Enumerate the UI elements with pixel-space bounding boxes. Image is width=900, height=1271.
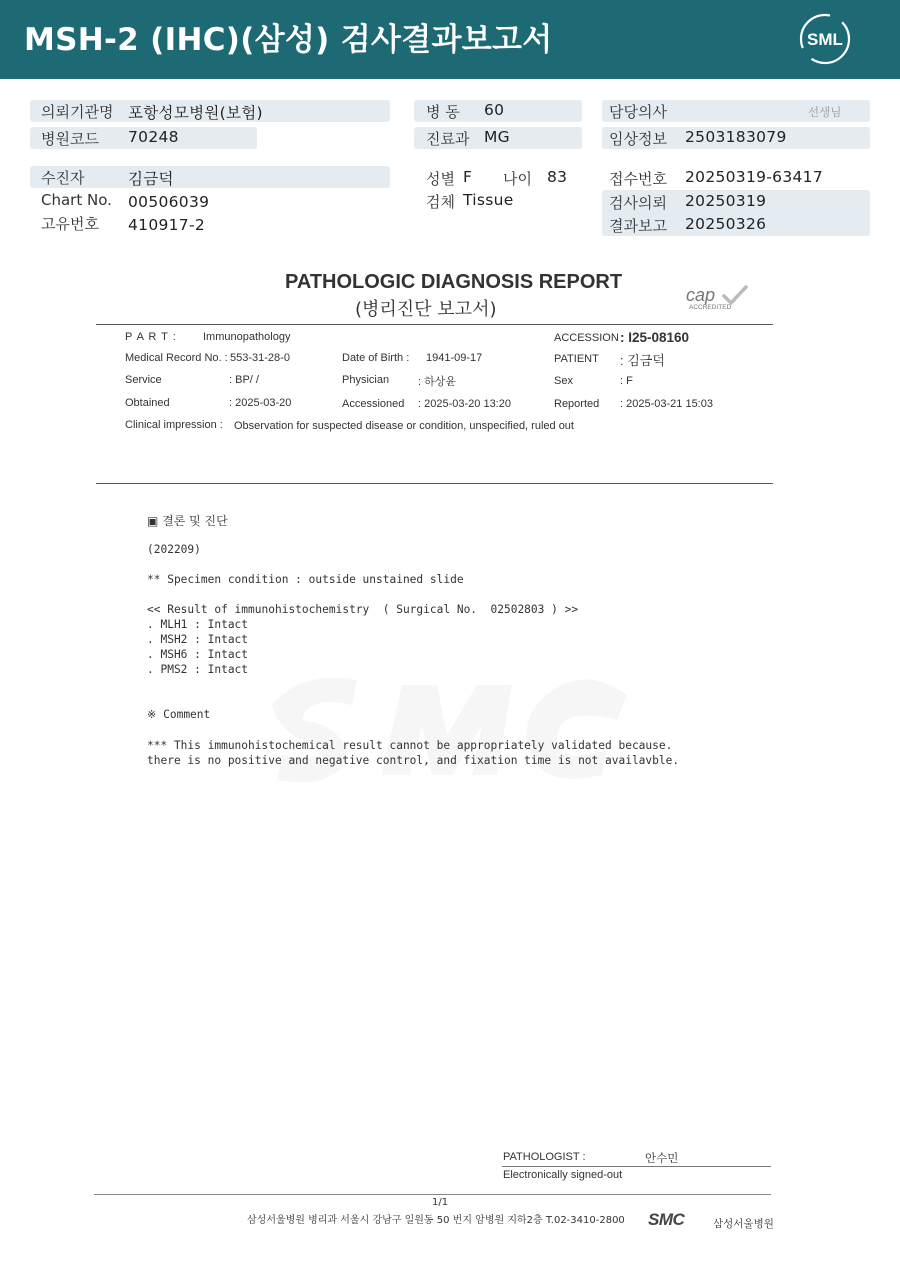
footer-rule [94, 1194, 771, 1195]
report-patient-name: 김금덕 [627, 353, 665, 368]
specimen-label: 검체 [426, 193, 455, 211]
report-patient-label: PATIENT [554, 353, 599, 365]
institution-value: 포항성모병원(보험) [128, 104, 263, 122]
physician-value: : 하상윤 [418, 376, 457, 388]
report-title-en: PATHOLOGIC DIAGNOSIS REPORT [285, 271, 623, 293]
result-pms2: . PMS2 : Intact [147, 663, 249, 676]
hospital-code-value: 70248 [128, 128, 179, 146]
part-label: P A R T : [125, 331, 177, 343]
section-title: ▣ 결론 및 진단 [147, 514, 228, 528]
footer-address: 삼성서울병원 병리과 서울시 강남구 일원동 50 번지 암병원 지하2층 T.02-3410-2800 [247, 1215, 625, 1226]
obtained-value: : 2025-03-20 [229, 397, 292, 409]
diagnosis-code: (202209) [147, 543, 201, 556]
sml-logo [798, 12, 852, 66]
request-label: 검사의뢰 [609, 194, 667, 212]
signed-out: Electronically signed-out [503, 1169, 623, 1181]
pathologist-name: 안수민 [645, 1153, 679, 1165]
patient-label: 수진자 [41, 169, 85, 187]
sex-label: 성별 [426, 170, 455, 188]
page-title: MSH-2 (IHC)(삼성) 검사결과보고서 [24, 22, 553, 58]
department-label: 진료과 [426, 130, 470, 148]
reported-date: 2025-03-21 15:03 [626, 398, 713, 410]
signature-rule [502, 1166, 771, 1167]
accessioned-label: Accessioned [342, 398, 405, 410]
ward-value: 60 [484, 101, 505, 119]
specimen-value: Tissue [463, 191, 514, 209]
receipt-value: 20250319-63417 [685, 168, 823, 186]
hospital-code-label: 병원코드 [41, 130, 99, 148]
mrn-value: 553-31-28-0 [230, 352, 290, 364]
result-msh2: . MSH2 : Intact [147, 633, 249, 646]
mrn-label: Medical Record No. : [125, 352, 228, 364]
report-sex-value: : F [620, 375, 633, 387]
institution-label: 의뢰기관명 [41, 103, 114, 121]
sml-logo-text: SML [807, 30, 843, 49]
footer-hospital-name: 삼성서울병원 [713, 1218, 774, 1230]
department-value: MG [484, 128, 510, 146]
result-msh6: . MSH6 : Intact [147, 648, 249, 661]
request-value: 20250319 [685, 192, 767, 210]
chart-label: Chart No. [41, 191, 112, 209]
clinical-impression-label: Clinical impression : [125, 419, 223, 431]
physician-label: Physician [342, 374, 390, 386]
result-mlh1: . MLH1 : Intact [147, 618, 249, 631]
clinical-impression-value: Observation for suspected disease or condition, unspecified, ruled out [234, 420, 574, 432]
reported-value: : 2025-03-21 15:03 [620, 398, 713, 410]
accessioned-date: 2025-03-20 13:20 [424, 398, 511, 410]
clinical-info-label: 임상정보 [609, 130, 667, 148]
ward-label: 병 동 [426, 103, 460, 121]
report-mid-rule [96, 483, 773, 484]
service-label: Service [125, 374, 162, 386]
specimen-condition: ** Specimen condition : outside unstained slide [147, 573, 464, 586]
report-patient-value: : 김금덕 [620, 353, 665, 368]
accession-label: ACCESSION [554, 332, 619, 344]
comment-line-2: there is no positive and negative control, and fixation time is not availavble. [147, 754, 680, 767]
unique-value: 410917-2 [128, 216, 206, 234]
report-title-ko: (병리진단 보고서) [355, 299, 497, 320]
report-sex-label: Sex [554, 375, 573, 387]
service-value: : BP/ / [229, 374, 259, 386]
obtained-label: Obtained [125, 397, 170, 409]
sex-value: F [463, 168, 473, 186]
comment-line-1: *** This immunohistochemical result cannot be appropriately validated because. [147, 739, 673, 752]
age-label: 나이 [503, 170, 532, 188]
page-number: 1/1 [432, 1197, 449, 1208]
age-value: 83 [547, 168, 568, 186]
reported-label: Reported [554, 398, 600, 410]
accession-number: I25-08160 [628, 330, 690, 345]
clinical-info-value: 2503183079 [685, 128, 787, 146]
ihc-header: << Result of immunohistochemistry ( Surgical No. 02502803 ) >> [147, 603, 579, 616]
doctor-suffix: 선생님 [808, 105, 842, 119]
dob-label: Date of Birth : [342, 352, 410, 364]
accession-value: : I25-08160 [620, 330, 690, 345]
report-date-value: 20250326 [685, 215, 767, 233]
pathologist-label: PATHOLOGIST : [503, 1151, 586, 1163]
dob-value: 1941-09-17 [426, 352, 483, 364]
accessioned-value: : 2025-03-20 13:20 [418, 398, 511, 410]
unique-label: 고유번호 [41, 215, 99, 233]
report-top-rule [96, 324, 773, 325]
physician-name: 하상윤 [424, 376, 457, 388]
cap-logo-text: cap [686, 285, 716, 305]
receipt-label: 접수번호 [609, 170, 667, 188]
cap-accredited: ACCREDITED [689, 304, 732, 311]
doctor-label: 담당의사 [609, 103, 667, 121]
comment-title: ※ Comment [147, 708, 211, 721]
report-date-label: 결과보고 [609, 217, 667, 235]
obtained-date: 2025-03-20 [235, 397, 292, 409]
smc-logo: SMC [648, 1210, 685, 1229]
chart-value: 00506039 [128, 193, 210, 211]
smc-watermark [262, 665, 632, 790]
patient-value: 김금덕 [128, 170, 174, 188]
part-value: Immunopathology [203, 331, 291, 343]
